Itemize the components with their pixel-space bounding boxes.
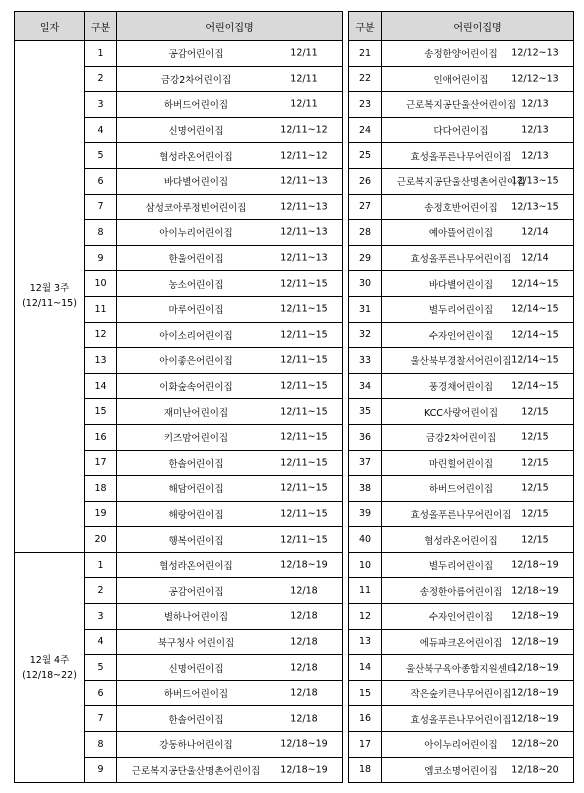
visit-dates: 12/18~19	[511, 610, 559, 622]
header-category-left: 구분	[85, 12, 117, 41]
daycare-cell-left	[117, 194, 343, 220]
table-row	[15, 271, 574, 297]
visit-dates: 12/14	[521, 226, 549, 238]
week-label	[15, 41, 85, 553]
visit-dates: 12/11~13	[280, 201, 328, 213]
row-number-left: 11	[85, 296, 117, 322]
row-number-left: 7	[85, 194, 117, 220]
row-number-left: 5	[85, 143, 117, 169]
daycare-name: 마린힐어린이집	[428, 458, 494, 470]
row-number-left: 9	[85, 245, 117, 271]
daycare-cell-right	[382, 117, 574, 143]
visit-dates: 12/11~15	[280, 534, 328, 546]
daycare-name: 송정한양어린이집	[424, 49, 498, 61]
row-number-right: 39	[349, 501, 382, 527]
daycare-name: 수자인어린이집	[428, 612, 494, 624]
daycare-name: 수자인어린이집	[428, 330, 494, 342]
table-row	[15, 41, 574, 67]
visit-dates: 12/18~19	[511, 559, 559, 571]
visit-dates: 12/18~19	[280, 764, 328, 776]
week-label-range: (12/18~22)	[22, 669, 77, 681]
daycare-name: 예아뜰어린이집	[428, 228, 494, 240]
row-number-right: 13	[349, 629, 382, 655]
row-number-right: 28	[349, 220, 382, 246]
row-number-right: 29	[349, 245, 382, 271]
visit-dates: 12/18~19	[280, 559, 328, 571]
visit-dates: 12/14~15	[511, 354, 559, 366]
daycare-name: 다다어린이집	[433, 126, 489, 138]
visit-dates: 12/14	[521, 252, 549, 264]
visit-dates: 12/15	[521, 534, 549, 546]
daycare-cell-right	[382, 527, 574, 553]
table-row	[15, 680, 574, 706]
row-number-right: 34	[349, 373, 382, 399]
daycare-cell-left	[117, 168, 343, 194]
daycare-name: 공감어린이집	[168, 586, 224, 598]
visit-dates: 12/18~19	[280, 738, 328, 750]
header-row	[15, 12, 574, 41]
daycare-name: 송정호반어린이집	[424, 202, 498, 214]
row-number-right: 40	[349, 527, 382, 553]
daycare-cell-right	[382, 655, 574, 681]
daycare-cell-right	[382, 680, 574, 706]
table-row	[15, 476, 574, 502]
table-row	[15, 399, 574, 425]
daycare-cell-right	[382, 476, 574, 502]
daycare-cell-left	[117, 476, 343, 502]
row-number-left: 8	[85, 220, 117, 246]
table-row	[15, 348, 574, 374]
daycare-name: 하버드어린이집	[163, 689, 229, 701]
visit-dates: 12/13	[521, 98, 549, 110]
visit-dates: 12/11	[290, 73, 318, 85]
daycare-cell-right	[382, 41, 574, 67]
daycare-cell-left	[117, 757, 343, 783]
daycare-cell-right	[382, 629, 574, 655]
row-number-left: 4	[85, 629, 117, 655]
table-row	[15, 501, 574, 527]
visit-dates: 12/18~19	[511, 636, 559, 648]
table-row	[15, 168, 574, 194]
daycare-cell-right	[382, 450, 574, 476]
daycare-cell-right	[382, 732, 574, 758]
table-row	[15, 92, 574, 118]
daycare-name: 효성올푸른나무어린이집	[410, 151, 512, 163]
daycare-name: 바다별어린이집	[163, 177, 229, 189]
daycare-cell-left	[117, 450, 343, 476]
daycare-name: 이화숲속어린이집	[159, 382, 233, 394]
visit-dates: 12/11~12	[280, 150, 328, 162]
visit-dates: 12/11	[290, 47, 318, 59]
daycare-name: 금강2차어린이집	[425, 433, 497, 445]
table-row	[15, 143, 574, 169]
daycare-cell-right	[382, 348, 574, 374]
visit-dates: 12/13~15	[511, 175, 559, 187]
visit-dates: 12/18	[290, 636, 318, 648]
row-number-right: 37	[349, 450, 382, 476]
daycare-cell-right	[382, 194, 574, 220]
table-row	[15, 578, 574, 604]
daycare-cell-left	[117, 143, 343, 169]
daycare-cell-left	[117, 66, 343, 92]
daycare-name: 하버드어린이집	[428, 484, 494, 496]
daycare-name: 별하나어린이집	[163, 612, 229, 624]
row-number-right: 33	[349, 348, 382, 374]
visit-dates: 12/14~15	[511, 329, 559, 341]
daycare-cell-left	[117, 629, 343, 655]
row-number-right: 12	[349, 604, 382, 630]
daycare-schedule-table	[14, 11, 574, 783]
daycare-cell-left	[117, 604, 343, 630]
daycare-name: 재미난어린이집	[163, 407, 229, 419]
daycare-cell-right	[382, 399, 574, 425]
visit-dates: 12/11~15	[280, 431, 328, 443]
daycare-name: 강동하나어린이집	[159, 740, 233, 752]
daycare-cell-right	[382, 578, 574, 604]
row-number-left: 18	[85, 476, 117, 502]
daycare-name: 한울어린이집	[168, 254, 224, 266]
daycare-name: 엠코소명어린이집	[424, 765, 498, 777]
daycare-cell-left	[117, 245, 343, 271]
daycare-cell-left	[117, 373, 343, 399]
header-name-left: 어린이집명	[117, 12, 343, 41]
schedule-table-wrap	[14, 11, 574, 783]
daycare-cell-left	[117, 117, 343, 143]
row-number-left: 2	[85, 66, 117, 92]
daycare-name: 근로복지공단울산어린이집	[405, 100, 517, 112]
daycare-name: 효성올푸른나무어린이집	[410, 509, 512, 521]
daycare-name: 한솔어린이집	[168, 714, 224, 726]
visit-dates: 12/11~15	[280, 457, 328, 469]
visit-dates: 12/18~20	[511, 738, 559, 750]
row-number-right: 15	[349, 680, 382, 706]
visit-dates: 12/18~19	[511, 713, 559, 725]
visit-dates: 12/11~15	[280, 508, 328, 520]
table-row	[15, 66, 574, 92]
daycare-cell-left	[117, 399, 343, 425]
table-row	[15, 450, 574, 476]
visit-dates: 12/15	[521, 431, 549, 443]
week-label	[15, 552, 85, 782]
daycare-name: 한솔어린이집	[168, 458, 224, 470]
table-row	[15, 604, 574, 630]
daycare-name: 금강2차어린이집	[160, 74, 232, 86]
visit-dates: 12/11~15	[280, 278, 328, 290]
visit-dates: 12/11~13	[280, 226, 328, 238]
daycare-cell-right	[382, 143, 574, 169]
table-row	[15, 655, 574, 681]
daycare-name: 별두리어린이집	[428, 305, 494, 317]
daycare-name: 키즈맘어린이집	[163, 433, 229, 445]
week-label-title: 12월 4주	[29, 654, 70, 666]
daycare-name: 아이누리어린이집	[424, 740, 498, 752]
visit-dates: 12/11~12	[280, 124, 328, 136]
daycare-cell-right	[382, 373, 574, 399]
visit-dates: 12/15	[521, 482, 549, 494]
visit-dates: 12/14~15	[511, 278, 559, 290]
table-row	[15, 296, 574, 322]
row-number-left: 7	[85, 706, 117, 732]
daycare-cell-left	[117, 348, 343, 374]
table-row	[15, 527, 574, 553]
visit-dates: 12/11~15	[280, 329, 328, 341]
daycare-name: 협성라온어린이집	[424, 535, 498, 547]
daycare-name: 공감어린이집	[168, 49, 224, 61]
row-number-right: 21	[349, 41, 382, 67]
daycare-cell-right	[382, 424, 574, 450]
daycare-cell-right	[382, 66, 574, 92]
daycare-name: 협성라온어린이집	[159, 561, 233, 573]
daycare-cell-left	[117, 680, 343, 706]
visit-dates: 12/12~13	[511, 73, 559, 85]
row-number-right: 25	[349, 143, 382, 169]
visit-dates: 12/11	[290, 98, 318, 110]
visit-dates: 12/13	[521, 150, 549, 162]
row-number-right: 36	[349, 424, 382, 450]
row-number-left: 9	[85, 757, 117, 783]
table-row	[15, 245, 574, 271]
row-number-left: 1	[85, 552, 117, 578]
table-row	[15, 757, 574, 783]
row-number-left: 17	[85, 450, 117, 476]
row-number-left: 13	[85, 348, 117, 374]
visit-dates: 12/15	[521, 457, 549, 469]
daycare-name: 농소어린이집	[168, 279, 224, 291]
daycare-name: 바다별어린이집	[428, 279, 494, 291]
daycare-cell-left	[117, 527, 343, 553]
daycare-name: 아이소리어린이집	[159, 330, 233, 342]
row-number-left: 6	[85, 680, 117, 706]
header-name-right: 어린이집명	[382, 12, 574, 41]
daycare-cell-left	[117, 578, 343, 604]
daycare-name: 북구청사 어린이집	[157, 637, 235, 649]
daycare-cell-left	[117, 220, 343, 246]
visit-dates: 12/11~15	[280, 406, 328, 418]
daycare-cell-left	[117, 296, 343, 322]
daycare-cell-right	[382, 296, 574, 322]
row-number-left: 2	[85, 578, 117, 604]
visit-dates: 12/11~15	[280, 380, 328, 392]
table-row	[15, 322, 574, 348]
daycare-cell-right	[382, 322, 574, 348]
daycare-name: 별두리어린이집	[428, 561, 494, 573]
visit-dates: 12/14~15	[511, 303, 559, 315]
row-number-right: 30	[349, 271, 382, 297]
visit-dates: 12/18	[290, 662, 318, 674]
row-number-left: 6	[85, 168, 117, 194]
daycare-cell-right	[382, 552, 574, 578]
row-number-left: 1	[85, 41, 117, 67]
visit-dates: 12/12~13	[511, 47, 559, 59]
table-row	[15, 117, 574, 143]
daycare-name: 울산북부경찰서어린이집	[410, 356, 512, 368]
visit-dates: 12/15	[521, 508, 549, 520]
daycare-cell-left	[117, 322, 343, 348]
daycare-cell-right	[382, 245, 574, 271]
row-number-right: 38	[349, 476, 382, 502]
daycare-name: 송정한아름어린이집	[419, 586, 503, 598]
daycare-name: 풍경채어린이집	[428, 382, 494, 394]
row-number-left: 10	[85, 271, 117, 297]
daycare-cell-left	[117, 424, 343, 450]
daycare-cell-right	[382, 706, 574, 732]
row-number-right: 31	[349, 296, 382, 322]
visit-dates: 12/18	[290, 585, 318, 597]
daycare-name: 마루어린이집	[168, 305, 224, 317]
row-number-left: 12	[85, 322, 117, 348]
row-number-right: 17	[349, 732, 382, 758]
daycare-cell-left	[117, 732, 343, 758]
daycare-name: 작은숲키큰나무어린이집	[410, 689, 512, 701]
table-row	[15, 732, 574, 758]
row-number-right: 11	[349, 578, 382, 604]
table-row	[15, 706, 574, 732]
daycare-name: 아이좋은어린이집	[159, 356, 233, 368]
daycare-name: 인애어린이집	[433, 74, 489, 86]
visit-dates: 12/13~15	[511, 201, 559, 213]
daycare-name: 근로복지공단울산명촌어린이집	[396, 177, 526, 189]
daycare-name: 효성올푸른나무어린이집	[410, 714, 512, 726]
daycare-name: 아이누리어린이집	[159, 228, 233, 240]
daycare-name: 해담어린이집	[168, 484, 224, 496]
row-number-left: 3	[85, 92, 117, 118]
daycare-name: 신명어린이집	[168, 126, 224, 138]
daycare-name: 협성라온어린이집	[159, 151, 233, 163]
daycare-name: 효성올푸른나무어린이집	[410, 254, 512, 266]
visit-dates: 12/18	[290, 713, 318, 725]
daycare-cell-right	[382, 92, 574, 118]
visit-dates: 12/14~15	[511, 380, 559, 392]
visit-dates: 12/18~19	[511, 585, 559, 597]
table-row	[15, 220, 574, 246]
daycare-name: 삼성코아루정빈어린이집	[145, 202, 247, 214]
row-number-left: 3	[85, 604, 117, 630]
row-number-right: 16	[349, 706, 382, 732]
week-label-range: (12/11~15)	[22, 298, 77, 310]
row-number-left: 5	[85, 655, 117, 681]
row-number-right: 23	[349, 92, 382, 118]
daycare-cell-left	[117, 92, 343, 118]
row-number-right: 35	[349, 399, 382, 425]
table-row	[15, 424, 574, 450]
visit-dates: 12/18	[290, 687, 318, 699]
visit-dates: 12/11~13	[280, 252, 328, 264]
row-number-left: 19	[85, 501, 117, 527]
row-number-left: 8	[85, 732, 117, 758]
daycare-cell-left	[117, 552, 343, 578]
visit-dates: 12/11~15	[280, 303, 328, 315]
table-row	[15, 194, 574, 220]
visit-dates: 12/15	[521, 406, 549, 418]
row-number-right: 24	[349, 117, 382, 143]
daycare-name: 행복어린이집	[168, 535, 224, 547]
daycare-cell-left	[117, 41, 343, 67]
row-number-left: 4	[85, 117, 117, 143]
daycare-cell-left	[117, 706, 343, 732]
row-number-left: 20	[85, 527, 117, 553]
daycare-name: 하버드어린이집	[163, 100, 229, 112]
row-number-right: 18	[349, 757, 382, 783]
visit-dates: 12/18	[290, 610, 318, 622]
daycare-name: 에듀파크온어린이집	[419, 637, 503, 649]
daycare-name: 울산북구육아종합지원센터	[405, 663, 517, 675]
row-number-right: 32	[349, 322, 382, 348]
row-number-left: 15	[85, 399, 117, 425]
row-number-right: 10	[349, 552, 382, 578]
row-number-left: 14	[85, 373, 117, 399]
row-number-right: 26	[349, 168, 382, 194]
visit-dates: 12/18~19	[511, 687, 559, 699]
daycare-cell-left	[117, 501, 343, 527]
visit-dates: 12/11~15	[280, 482, 328, 494]
row-number-left: 16	[85, 424, 117, 450]
daycare-cell-right	[382, 168, 574, 194]
daycare-cell-right	[382, 271, 574, 297]
table-row	[15, 552, 574, 578]
visit-dates: 12/11~13	[280, 175, 328, 187]
daycare-name: 근로복지공단울산명촌어린이집	[131, 765, 261, 777]
daycare-cell-right	[382, 220, 574, 246]
visit-dates: 12/18~19	[511, 662, 559, 674]
daycare-cell-left	[117, 271, 343, 297]
visit-dates: 12/11~15	[280, 354, 328, 366]
visit-dates: 12/13	[521, 124, 549, 136]
table-row	[15, 373, 574, 399]
table-row	[15, 629, 574, 655]
daycare-cell-right	[382, 757, 574, 783]
visit-dates: 12/18~20	[511, 764, 559, 776]
header-category-right: 구분	[349, 12, 382, 41]
row-number-right: 22	[349, 66, 382, 92]
row-number-right: 27	[349, 194, 382, 220]
daycare-cell-right	[382, 501, 574, 527]
daycare-cell-left	[117, 655, 343, 681]
daycare-name: 신명어린이집	[168, 663, 224, 675]
daycare-name: 해랑어린이집	[168, 509, 224, 521]
daycare-cell-right	[382, 604, 574, 630]
daycare-name: KCC사랑어린이집	[423, 407, 499, 419]
header-date: 일자	[15, 12, 85, 41]
row-number-right: 14	[349, 655, 382, 681]
week-label-title: 12월 3주	[29, 283, 70, 295]
